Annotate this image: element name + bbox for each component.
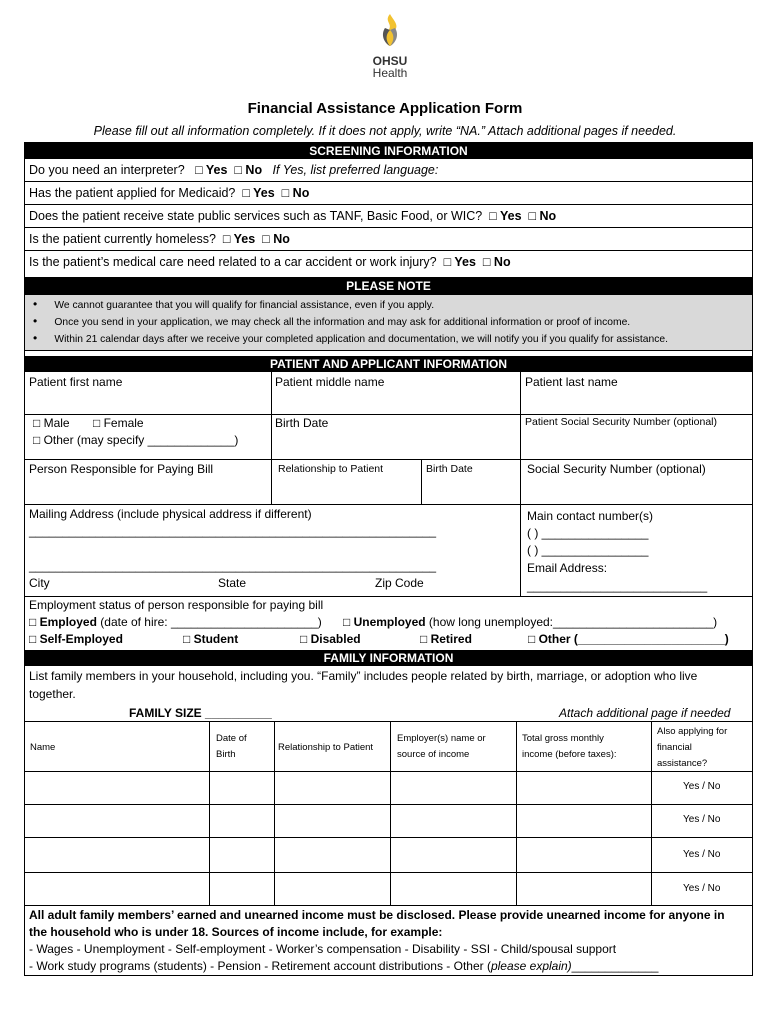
col-assist-3: assistance? bbox=[657, 758, 708, 769]
please-note-box bbox=[25, 295, 752, 351]
col-dob: Date of bbox=[216, 733, 247, 744]
question-medicaid bbox=[25, 182, 752, 205]
disclosure-text: All adult family members’ earned and unearned income must be disclosed. Please provide unearned income for anyone in bbox=[29, 908, 725, 922]
main-contact-label: Main contact number(s) bbox=[527, 509, 654, 523]
attach-note: Attach additional page if needed bbox=[559, 706, 731, 720]
logo-sub: Health bbox=[372, 66, 408, 80]
screening-header: SCREENING INFORMATION bbox=[25, 143, 752, 159]
note-item-text: We cannot guarantee that you will qualify for financial assistance, even if you apply. bbox=[54, 300, 435, 311]
question-interpreter bbox=[25, 159, 752, 182]
hire-date-field[interactable]: (date of hire: ______________________) bbox=[96, 615, 322, 629]
income-sources-text: - Work study programs (students) - Pension - Retirement account distributions - Other ( bbox=[29, 959, 491, 973]
question-public-services bbox=[25, 205, 752, 228]
yes-no-toggle[interactable]: Yes / No bbox=[683, 814, 721, 825]
question-homeless-label: Is the patient currently homeless? bbox=[29, 232, 216, 246]
col-name: Name bbox=[30, 742, 56, 753]
interpreter-no-checkbox[interactable]: □ No bbox=[234, 163, 263, 177]
ohsu-flame-icon bbox=[373, 12, 407, 52]
interpreter-yes-checkbox[interactable]: □ Yes bbox=[195, 163, 228, 177]
mailing-address-line[interactable]: _____________________________________________________________ bbox=[29, 524, 437, 538]
unemployed-duration-field[interactable]: (how long unemployed:________________________) bbox=[425, 615, 718, 629]
note-item: • Once you send in your application, we may check all the information and may ask for additional information or proof of income. bbox=[33, 314, 631, 328]
email-field[interactable]: ___________________________ bbox=[527, 579, 708, 593]
col-assist-2: financial bbox=[657, 742, 692, 753]
gender-female-checkbox[interactable]: □ Female bbox=[93, 416, 144, 430]
question-accident-label: Is the patient’s medical care need related to a car accident or work injury? bbox=[29, 255, 437, 269]
note-item: • Within 21 calendar days after we receive your completed application and documentation, we will notify you if you qualify for assistance. bbox=[33, 331, 668, 345]
patient-header: PATIENT AND APPLICANT INFORMATION bbox=[25, 356, 752, 372]
income-sources-2 bbox=[29, 959, 658, 973]
col-employer: Employer(s) name or bbox=[397, 733, 486, 744]
income-sources-line[interactable]: _____________ bbox=[571, 959, 659, 973]
question-accident bbox=[25, 251, 752, 274]
patient-first-name-field[interactable]: Patient first name bbox=[29, 375, 123, 389]
yes-no-toggle[interactable]: Yes / No bbox=[683, 781, 721, 792]
phone-field[interactable]: ( ) ________________ bbox=[527, 526, 649, 540]
interpreter-language-note: If Yes, list preferred language: bbox=[272, 163, 439, 177]
note-item-text: Once you send in your application, we may check all the information and may ask for additional information or proof of income. bbox=[54, 317, 631, 328]
col-employer-2: source of income bbox=[397, 749, 470, 760]
medicaid-yes-checkbox[interactable]: □ Yes bbox=[242, 186, 275, 200]
note-item: • We cannot guarantee that you will qualify for financial assistance, even if you apply. bbox=[33, 297, 435, 311]
patient-middle-name-field[interactable]: Patient middle name bbox=[275, 375, 385, 389]
family-size-field[interactable]: FAMILY SIZE __________ bbox=[129, 706, 272, 720]
gender-male-checkbox[interactable]: □ Male bbox=[33, 416, 70, 430]
gender-other-checkbox[interactable]: □ Other (may specify _____________) bbox=[33, 433, 239, 447]
col-relationship: Relationship to Patient bbox=[278, 742, 374, 753]
self-employed-checkbox[interactable]: □ Self-Employed bbox=[29, 632, 123, 646]
email-label: Email Address: bbox=[527, 561, 608, 575]
col-income: Total gross monthly bbox=[522, 733, 604, 744]
col-income-2: income (before taxes): bbox=[522, 749, 617, 760]
logo-name: OHSU bbox=[372, 54, 408, 68]
disabled-checkbox[interactable]: □ Disabled bbox=[300, 632, 361, 646]
accident-no-checkbox[interactable]: □ No bbox=[482, 255, 511, 269]
relationship-field[interactable]: Relationship to Patient bbox=[278, 463, 384, 475]
yes-no-toggle[interactable]: Yes / No bbox=[683, 883, 721, 894]
public-services-yes-checkbox[interactable]: □ Yes bbox=[489, 209, 522, 223]
unemployed-checkbox[interactable]: □ Unemployed bbox=[343, 615, 426, 629]
question-medicaid-label: Has the patient applied for Medicaid? bbox=[29, 186, 236, 200]
medicaid-no-checkbox[interactable]: □ No bbox=[281, 186, 310, 200]
student-checkbox[interactable]: □ Student bbox=[183, 632, 239, 646]
accident-yes-checkbox[interactable]: □ Yes bbox=[443, 255, 476, 269]
phone-field[interactable]: ( ) ________________ bbox=[527, 543, 649, 557]
state-label: State bbox=[218, 576, 247, 590]
disclosure-text-2: the household who is under 18. Sources of income include, for example: bbox=[29, 925, 443, 939]
employment-status-label: Employment status of person responsible for paying bill bbox=[29, 598, 324, 612]
retired-checkbox[interactable]: □ Retired bbox=[420, 632, 472, 646]
question-homeless bbox=[25, 228, 752, 251]
patient-last-name-field[interactable]: Patient last name bbox=[525, 375, 618, 389]
family-header: FAMILY INFORMATION bbox=[25, 650, 752, 666]
family-intro-cont: together. bbox=[29, 687, 76, 701]
question-interpreter-label: Do you need an interpreter? bbox=[29, 163, 185, 177]
zip-label: Zip Code bbox=[375, 576, 424, 590]
public-services-no-checkbox[interactable]: □ No bbox=[528, 209, 557, 223]
col-assist: Also applying for bbox=[657, 726, 728, 737]
page-subtitle: Please fill out all information completely. If it does not apply, write “NA.” Attach additional pages if needed. bbox=[93, 124, 677, 138]
mailing-address-label: Mailing Address (include physical address if different) bbox=[29, 507, 312, 521]
other-status-checkbox[interactable]: □ Other (______________________) bbox=[528, 632, 729, 646]
patient-ssn-field[interactable]: Patient Social Security Number (optional) bbox=[525, 416, 718, 428]
ohsu-logo bbox=[365, 12, 415, 79]
income-sources: - Wages - Unemployment - Self-employment - Worker’s compensation - Disability - SSI - Child/spousal support bbox=[29, 942, 617, 956]
responsible-person-field[interactable]: Person Responsible for Paying Bill bbox=[29, 462, 214, 476]
homeless-no-checkbox[interactable]: □ No bbox=[262, 232, 290, 246]
family-intro: List family members in your household, including you. “Family” includes people related by birth, marriage, or adoption who live bbox=[29, 669, 698, 683]
homeless-yes-checkbox[interactable]: □ Yes bbox=[222, 232, 256, 246]
yes-no-toggle[interactable]: Yes / No bbox=[683, 849, 721, 860]
question-public-services-label: Does the patient receive state public services such as TANF, Basic Food, or WIC? bbox=[29, 209, 483, 223]
please-note-header: PLEASE NOTE bbox=[25, 277, 752, 295]
application-form bbox=[24, 142, 753, 976]
income-sources-explain: please explain) bbox=[490, 959, 572, 973]
col-dob-2: Birth bbox=[216, 749, 236, 760]
mailing-address-line[interactable]: _____________________________________________________________ bbox=[29, 559, 437, 573]
patient-birth-date-field[interactable]: Birth Date bbox=[275, 416, 329, 430]
employed-checkbox[interactable]: □ Employed bbox=[29, 615, 97, 629]
page-title: Financial Assistance Application Form bbox=[247, 100, 523, 117]
responsible-ssn-field[interactable]: Social Security Number (optional) bbox=[527, 462, 706, 476]
responsible-birth-date-field[interactable]: Birth Date bbox=[426, 463, 473, 475]
city-label: City bbox=[29, 576, 50, 590]
note-item-text: Within 21 calendar days after we receive your completed application and documentation, we will notify you if you qualify for assistance. bbox=[54, 334, 668, 345]
